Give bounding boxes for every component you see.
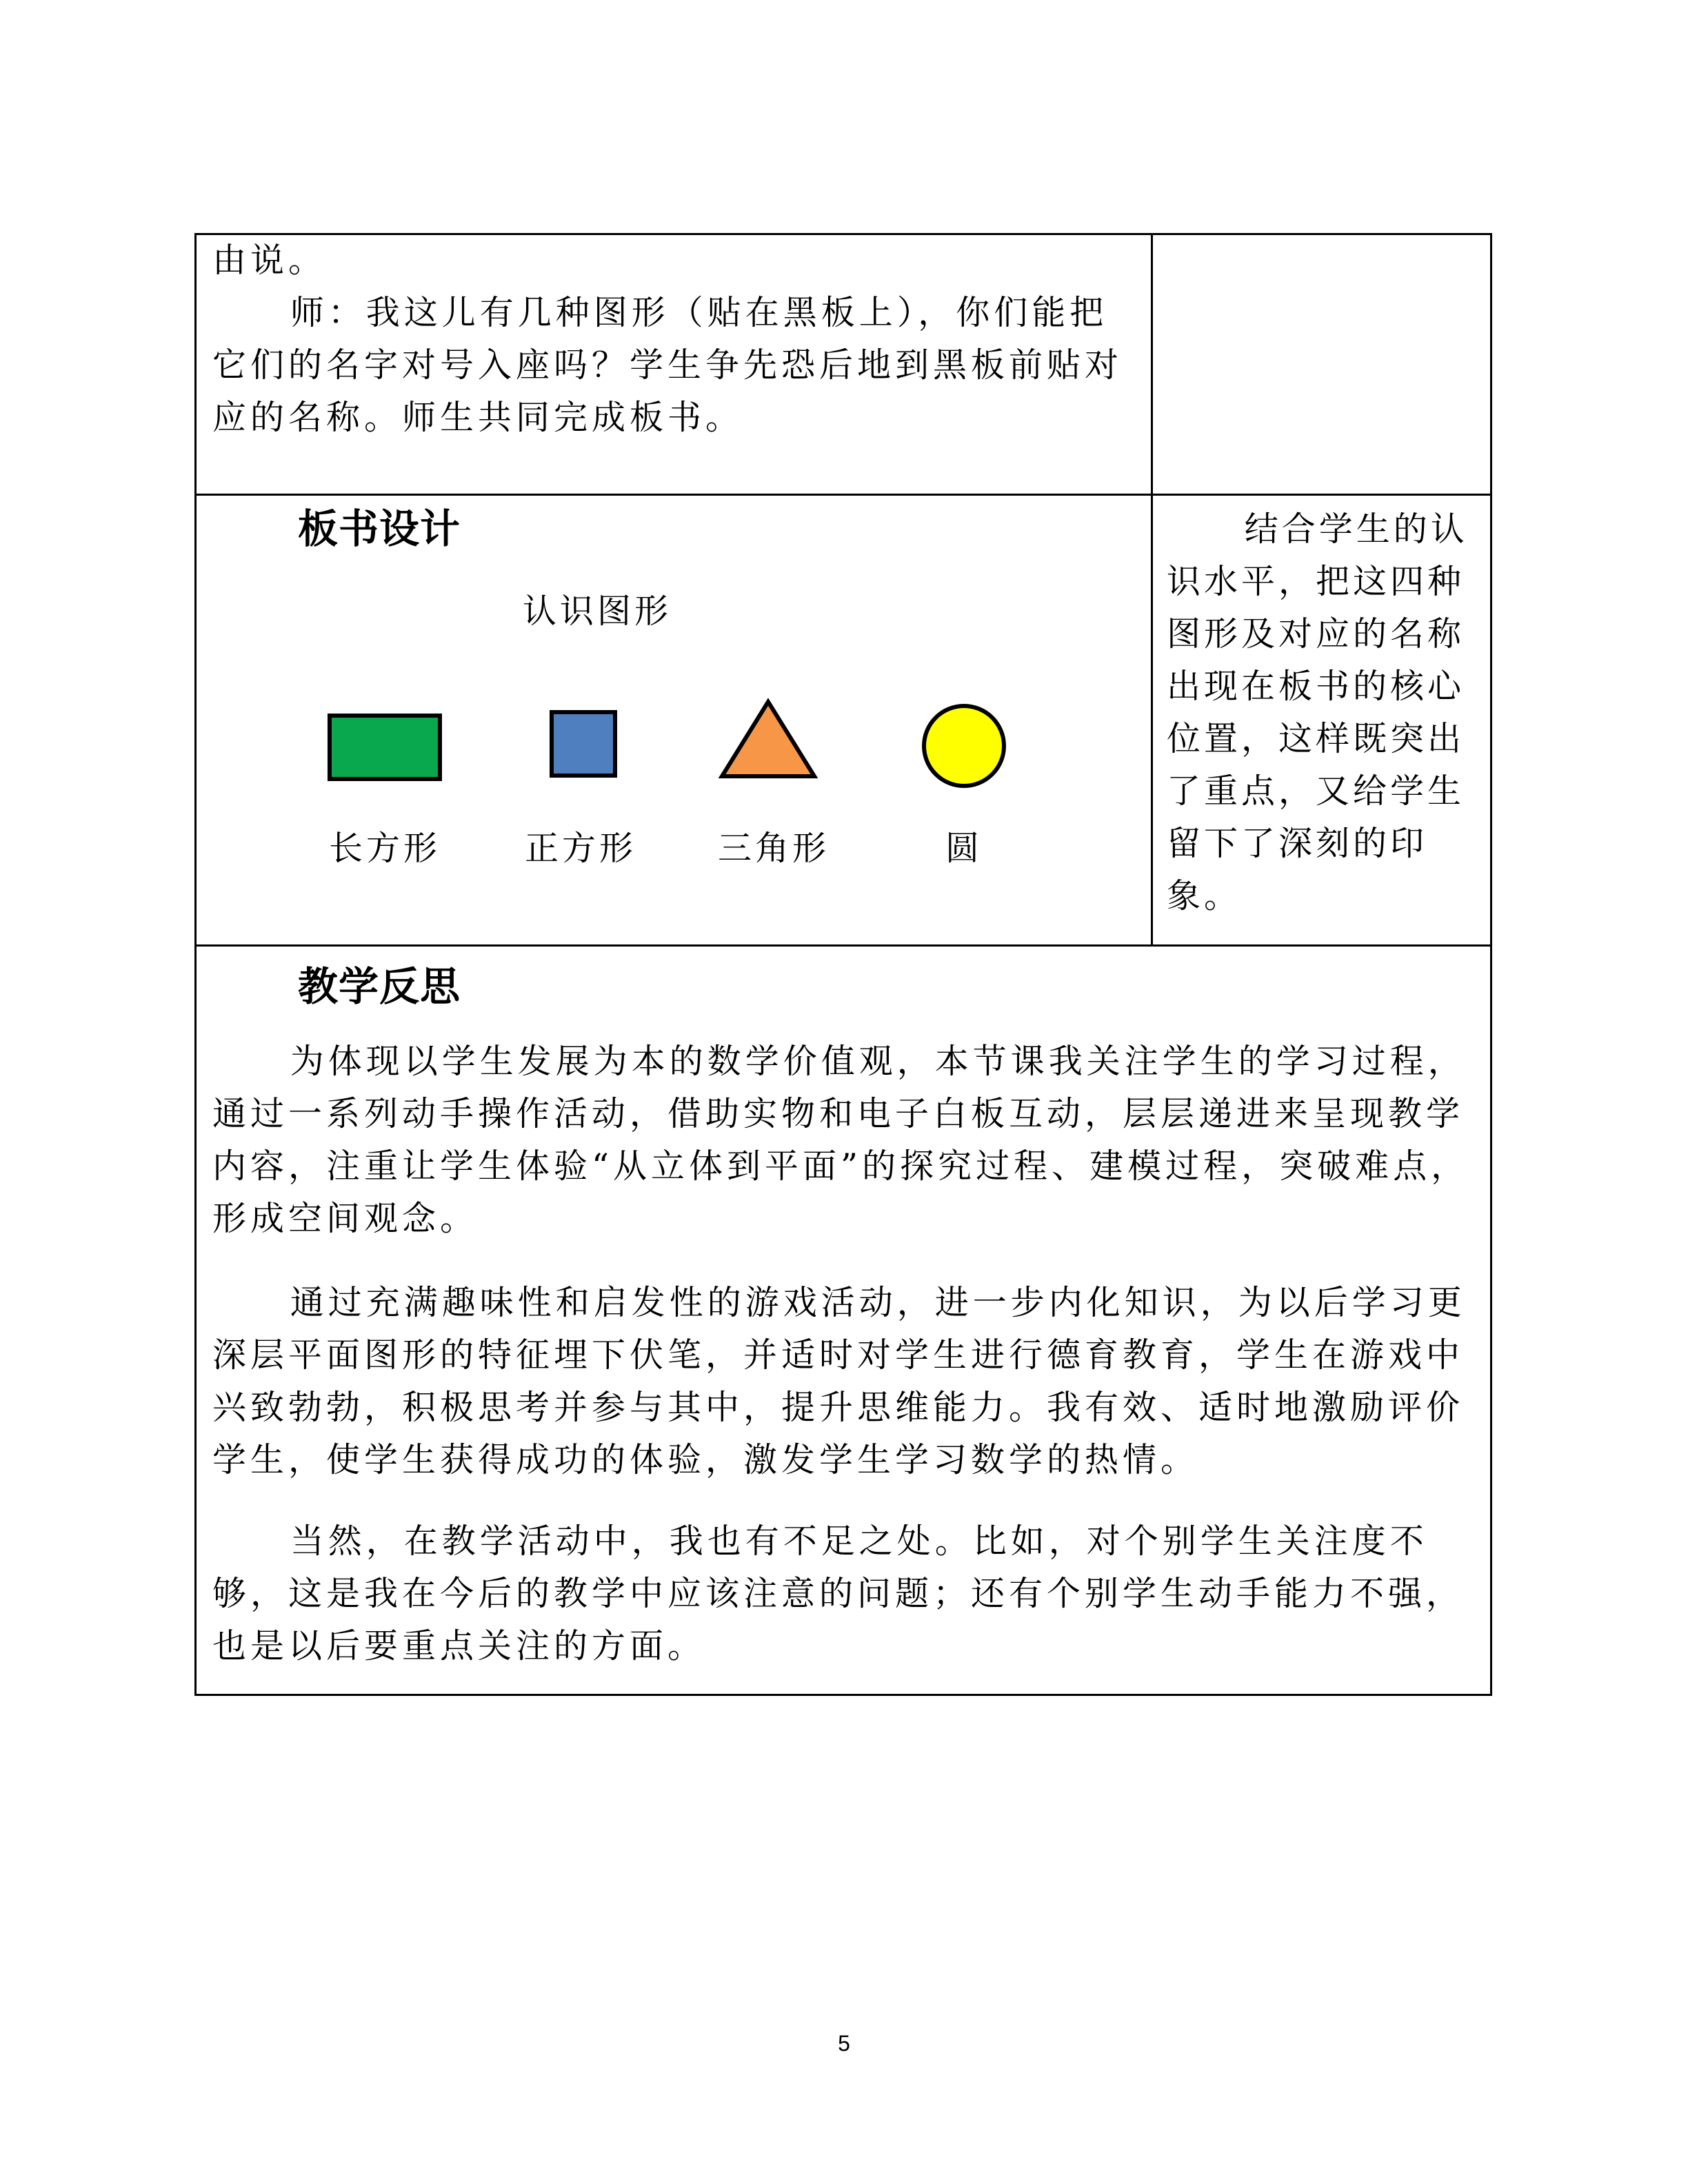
shape-label-triangle: 三角形 <box>717 829 830 868</box>
reflection-paragraph-3: 当然，在教学活动中，我也有不足之处。比如，对个别学生关注度不够，这是我在今后的教学中应该注意的问题；还有个别学生动手能力不强，也是以后要重点关注的方面。 <box>212 1521 1465 1666</box>
row1-teacher-paragraph: 师：我这儿有几种图形（贴在黑板上），你们能把它们的名字对号入座吗？学生争先恐后地到黑板前贴对应的名称。师生共同完成板书。 <box>212 293 1123 437</box>
triangle-icon <box>722 702 814 776</box>
board-note: 结合学生的认识水平，把这四种图形及对应的名称出现在板书的核心位置，这样既突出了重点，又给学生留下了深刻的印象。 <box>1167 509 1468 916</box>
page-number: 5 <box>838 2031 850 2056</box>
rectangle-icon <box>330 716 440 779</box>
circle-icon <box>924 706 1004 786</box>
reflection-paragraph-1: 为体现以学生发展为本的数学价值观，本节课我关注学生的学习过程，通过一系列动手操作活动，借助实物和电子白板互动，层层递进来呈现教学内容，注重让学生体验“从立体到平面”的探究过程、建模过程，突破难点，形成空间观念。 <box>212 1042 1469 1238</box>
reflection-paragraph-2: 通过充满趣味性和启发性的游戏活动，进一步内化知识，为以后学习更深层平面图形的特征埋下伏笔，并适时对学生进行德育教育，学生在游戏中兴致勃勃，积极思考并参与其中，提升思维能力。我有效、适时地激励评价学生，使学生获得成功的体验，激发学生学习数学的热情。 <box>212 1283 1466 1479</box>
shape-label-square: 正方形 <box>524 829 636 868</box>
reflection-heading: 教学反思 <box>298 963 461 1010</box>
shape-label-circle: 圆 <box>945 829 983 868</box>
board-title: 认识图形 <box>523 592 672 631</box>
square-icon <box>552 712 615 776</box>
shape-label-rectangle: 长方形 <box>328 829 441 868</box>
board-design-heading: 板书设计 <box>298 505 461 552</box>
row1-text-continued: 由说。 <box>212 241 327 280</box>
row-divider <box>197 944 1490 947</box>
